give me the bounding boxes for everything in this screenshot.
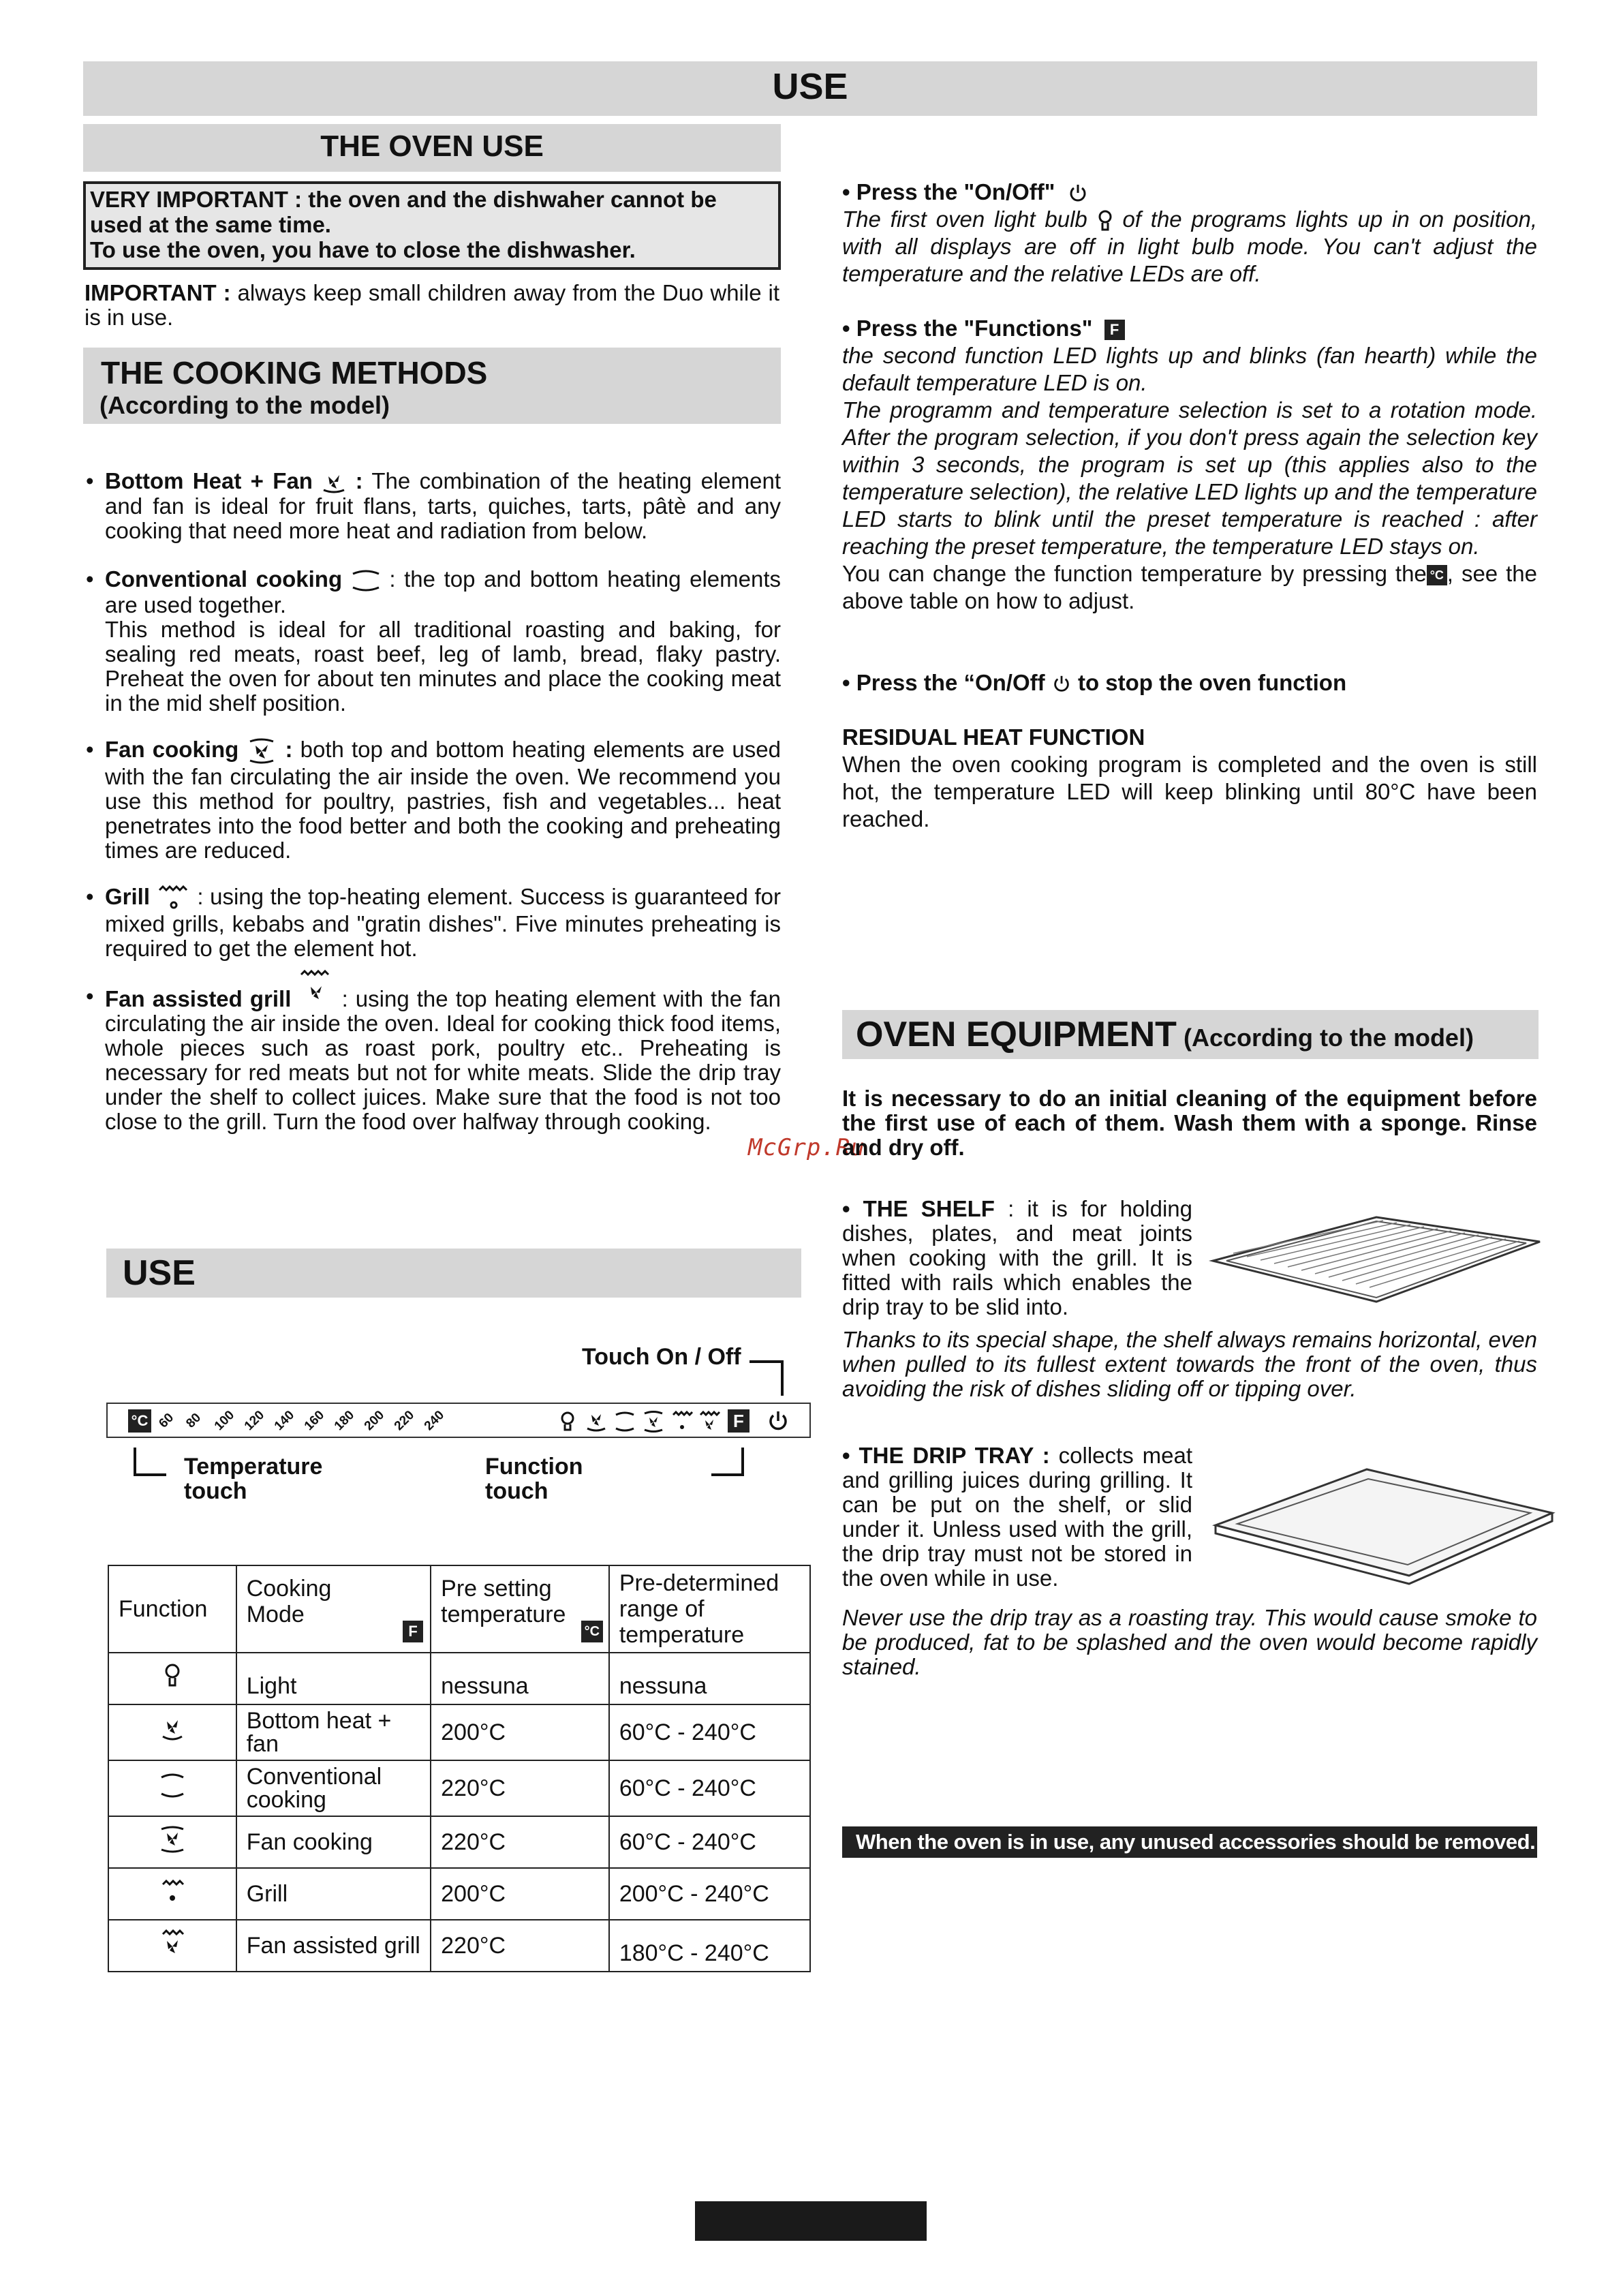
equipment-title: OVEN EQUIPMENT	[856, 1015, 1177, 1054]
temperature-touch-pointer	[134, 1448, 168, 1478]
table-cell: nessuna	[609, 1653, 810, 1704]
shelf-label: • THE SHELF	[842, 1196, 995, 1221]
celsius-key-badge: °C	[1427, 565, 1447, 585]
panel-grill-icon	[672, 1411, 692, 1433]
power-icon	[1067, 183, 1089, 204]
method-text: : using the top heating element with the fan circulating the air inside the oven. Ideal for cooking thick food items, whole pieces such as roast pork, poultry etc.. Preheating is necessary for red meats but not for white meats. Slide the drip tray under the shelf to collect juices. Make sure that the food is not too close to the grill. Turn the food over halfway through cooking.	[105, 986, 782, 1134]
shelf-note: Thanks to its special shape, the shelf always remains horizontal, even when pulled to its fullest extent towards the front of the oven, thus avoiding the risk of dishes sliding off or tipping over.	[842, 1327, 1537, 1401]
stop-text-a: • Press the “On/Off	[842, 670, 1045, 695]
table-cell: Bottom heat + fan	[236, 1704, 431, 1760]
table-row	[108, 1760, 810, 1816]
table-header: Pre-determined range of temperature	[609, 1565, 810, 1653]
fan-grill-icon	[298, 984, 334, 1011]
equipment-intro: It is necessary to do an initial cleaning of the equipment before the first use of each of them. Wash them with a sponge. Rinse and dry off.	[842, 1086, 1537, 1160]
method-grill: • Grill : using the top-heating element. Success is guaranteed for mixed grills, kebabs and "gratin dishes". Five minutes preheating is required to get the element hot.	[86, 884, 782, 962]
page-number-block	[695, 2201, 927, 2241]
touch-on-off-pointer	[749, 1360, 790, 1397]
on-off-section	[842, 179, 1537, 288]
table-icon-cell	[108, 1868, 236, 1920]
cooking-methods-subtitle: (According to the model)	[99, 391, 390, 419]
table-row	[108, 1653, 810, 1704]
power-icon	[1051, 674, 1072, 694]
method-sep: :	[285, 737, 293, 762]
table-cell: Conventional cooking	[236, 1760, 431, 1816]
method-sep: :	[389, 566, 396, 592]
temp-led-label: 140	[271, 1408, 298, 1434]
table-cell: Fan assisted grill	[236, 1920, 431, 1972]
very-important-box	[83, 181, 781, 270]
residual-section	[842, 724, 1537, 833]
touch-on-off-label: Touch On / Off	[582, 1344, 741, 1370]
warning-banner: When the oven is in use, any unused accessories should be removed.	[842, 1826, 1537, 1858]
table-row	[108, 1920, 810, 1972]
fan-cooking-icon	[246, 737, 277, 765]
shelf-description	[842, 1197, 1192, 1319]
on-off-description	[842, 206, 1537, 288]
method-conventional: • Conventional cooking : the top and bottom heating elements are used together. This method is ideal for all traditional roasting and baking, for sealing red meats, roast beef, leg of lamb, bread, flaky pastry. Preheat the oven for about ten minutes and place the cooking meat in the mid shelf position.	[86, 566, 782, 716]
method-name: Conventional cooking	[105, 566, 343, 592]
function-key-badge: F	[1104, 320, 1125, 340]
temperature-touch-key[interactable]: °C	[128, 1409, 151, 1433]
drip-tray-description	[842, 1443, 1192, 1591]
function-touch-pointer	[711, 1448, 745, 1478]
method-extra: This method is ideal for all traditional roasting and baking, for sealing red meats, roast beef, leg of lamb, bread, flaky pastry. Preheat the oven for about ten minutes and place the cooking meat in the mid shelf position.	[105, 617, 781, 716]
on-off-heading	[842, 179, 1537, 206]
method-text: The combination of the heating element and fan is ideal for fruit flans, tarts, quiches, tarts, pâtè and any cooking that need more heat and radiation from below.	[105, 468, 781, 544]
table-cell: 200°C - 240°C	[609, 1868, 810, 1920]
panel-bottom-heat-fan-icon	[586, 1411, 606, 1433]
table-cell: 200°C	[431, 1868, 609, 1920]
temp-led-label: 80	[183, 1410, 204, 1431]
temp-led-label: 100	[211, 1408, 238, 1434]
table-cell: 220°C	[431, 1760, 609, 1816]
temp-led-label: 200	[361, 1408, 388, 1434]
table-cell: 60°C - 240°C	[609, 1760, 810, 1816]
functions-heading	[842, 315, 1537, 342]
method-text: the top and bottom heating elements are used together.	[105, 566, 782, 618]
table-cell: 200°C	[431, 1704, 609, 1760]
panel-conventional-icon	[615, 1411, 635, 1433]
table-header: Function	[108, 1565, 236, 1653]
table-icon-cell	[108, 1704, 236, 1760]
table-header-preset	[431, 1565, 609, 1653]
residual-title: RESIDUAL HEAT FUNCTION	[842, 724, 1145, 750]
table-header: Cooking Mode	[246, 1576, 332, 1627]
grill-icon	[157, 885, 191, 912]
functions-text-3a: You can change the function temperature by pressing the	[842, 561, 1427, 586]
functions-text-2: The programm and temperature selection is set to a rotation mode. After the program selection, if you don't press again the selection key within 3 seconds, the program is set up (this applies also to the temperature selection), the relative LED lights up and the temperature LED starts to blink until the preset temperature is reached : after reaching the preset temperature, the temperature LED stays on.	[842, 397, 1537, 559]
temp-led-label: 120	[241, 1408, 268, 1434]
very-important-text-2: To use the oven, you have to close the dishwasher.	[90, 237, 636, 262]
table-header: Pre setting temperature	[441, 1576, 566, 1627]
table-icon-cell	[108, 1760, 236, 1816]
celsius-key-badge: °C	[581, 1621, 603, 1642]
method-name: Bottom Heat + Fan	[105, 468, 313, 493]
page-title: USE	[772, 66, 848, 107]
function-touch-key[interactable]: F	[728, 1409, 749, 1433]
oven-use-title: THE OVEN USE	[320, 129, 544, 163]
shelf-text: : it is for holding dishes, plates, and meat joints when cooking with the grill. It is fitted with rails which enables the drip tray to be slid into.	[842, 1196, 1193, 1319]
table-icon-cell	[108, 1816, 236, 1868]
temp-led-label: 240	[421, 1408, 448, 1434]
table-row	[108, 1704, 810, 1760]
functions-heading-text: • Press the "Functions"	[842, 316, 1093, 341]
table-header-row	[108, 1565, 810, 1653]
panel-fan-cooking-icon	[643, 1411, 664, 1433]
table-icon-cell	[108, 1653, 236, 1704]
conventional-icon	[351, 568, 381, 593]
table-cell: 220°C	[431, 1816, 609, 1868]
method-name: Fan assisted grill	[105, 986, 292, 1011]
very-important-text: VERY IMPORTANT : the oven and the dishwaher cannot be used at the same time.	[90, 187, 717, 237]
drip-tray-illustration	[1210, 1465, 1558, 1578]
shelf-illustration	[1206, 1213, 1547, 1308]
method-text: : using the top-heating element. Success is guaranteed for mixed grills, kebabs and "gratin dishes". Five minutes preheating is required to get the element hot.	[105, 884, 782, 962]
method-fan-assisted-grill: • Fan assisted grill : using the top heating element with the fan circulating the air inside the oven. Ideal for cooking thick food items, whole pieces such as roast pork, poultry etc.. Preheating is necessary for red meats but not for white meats. Slide the drip tray under the shelf to collect juices. Make sure that the food is not too close to the grill. Turn the food over halfway through cooking.	[105, 984, 781, 1134]
method-fan-cooking: • Fan cooking : both top and bottom heating elements are used with the fan circulating the air inside the oven. We recommend you use this method for poultry, pastries, fish and vegetables... heat penetrates into the food better and both the cooking and preheating times are reduced.	[86, 737, 781, 863]
important-note	[84, 281, 779, 330]
table-cell: Fan cooking	[236, 1816, 431, 1868]
method-name: Grill	[105, 884, 151, 909]
temp-led-label: 160	[301, 1408, 328, 1434]
important-text: always keep small children away from the Duo while it is in use.	[84, 280, 780, 330]
table-cell: 60°C - 240°C	[609, 1704, 810, 1760]
drip-tray-note: Never use the drip tray as a roasting tray. This would cause smoke to be produced, fat to be splashed and the oven would become rapidly stained.	[842, 1605, 1537, 1679]
function-touch-label: Function touch	[485, 1454, 583, 1504]
temperature-scale	[156, 1408, 568, 1435]
on-off-text-2: of the programs lights up in on position, with all displays are off in light bulb mode. You can't adjust the temperature and the relative LEDs are off.	[842, 206, 1538, 286]
temp-led-label: 60	[156, 1410, 177, 1431]
bottom-heat-fan-icon	[160, 1717, 185, 1742]
conventional-icon	[159, 1772, 186, 1799]
method-sep: :	[355, 468, 363, 493]
equipment-title-wrap	[856, 1014, 1474, 1055]
important-label: IMPORTANT :	[84, 280, 231, 305]
cooking-methods-title: THE COOKING METHODS	[101, 355, 488, 391]
temperature-touch-label: Temperature touch	[184, 1454, 323, 1504]
functions-text-3b: , see the above table on how to adjust.	[842, 561, 1537, 613]
stop-section	[842, 669, 1537, 697]
method-text: both top and bottom heating elements are used with the fan circulating the air inside the oven. We recommend you use this method for poultry, pastries, fish and vegetables... heat penetrates into the food better and both the cooking and preheating times are reduced.	[105, 737, 781, 863]
table-cell: 60°C - 240°C	[609, 1816, 810, 1868]
use-section-title: USE	[123, 1253, 196, 1293]
bulb-icon	[164, 1662, 181, 1689]
method-name: Fan cooking	[105, 737, 239, 762]
panel-fan-grill-icon	[699, 1411, 720, 1433]
fan-grill-icon	[159, 1929, 186, 1957]
on-off-text: The first oven light bulb	[842, 206, 1087, 232]
table-cell: Light	[236, 1653, 431, 1704]
table-header-cooking-mode	[236, 1565, 431, 1653]
fan-cooking-icon	[159, 1825, 186, 1854]
bulb-icon	[1097, 209, 1113, 232]
functions-section	[842, 315, 1537, 615]
temp-led-label: 220	[391, 1408, 418, 1434]
table-cell: nessuna	[431, 1653, 609, 1704]
table-row	[108, 1816, 810, 1868]
table-cell: 220°C	[431, 1920, 609, 1972]
temp-led-label: 180	[331, 1408, 358, 1434]
bottom-heat-fan-icon	[322, 471, 346, 494]
drip-tray-label: • THE DRIP TRAY :	[842, 1443, 1050, 1468]
equipment-subtitle: (According to the model)	[1176, 1024, 1474, 1052]
residual-text: When the oven cooking program is completed and the oven is still hot, the temperature LED will keep blinking until 80°C have been reached.	[842, 752, 1537, 831]
table-row	[108, 1868, 810, 1920]
method-bottom-heat-fan: • Bottom Heat + Fan : The combination of the heating element and fan is ideal for fruit flans, tarts, quiches, tarts, pâtè and any cooking that need more heat and radiation from below.	[86, 468, 781, 544]
watermark: McGrp.Ru	[748, 1134, 865, 1161]
table-cell: Grill	[236, 1868, 431, 1920]
functions-text-1: the second function LED lights up and blinks (fan hearth) while the default temperature LED is on.	[842, 343, 1537, 395]
function-table	[108, 1565, 811, 1972]
stop-text-b: to stop the oven function	[1071, 670, 1347, 695]
control-panel	[106, 1403, 811, 1438]
on-off-heading-text: • Press the "On/Off"	[842, 179, 1055, 204]
grill-icon	[159, 1878, 186, 1905]
table-cell: 180°C - 240°C	[609, 1920, 810, 1972]
panel-bulb-icon	[559, 1411, 576, 1433]
table-icon-cell	[108, 1920, 236, 1972]
use-section-header	[106, 1249, 801, 1298]
drip-tray-text: collects meat and grilling juices during grilling. It can be put on the shelf, or slid under it. Unless used with the grill, the drip tray must not be stored in the oven while in use.	[842, 1443, 1192, 1591]
functions-text-3	[842, 560, 1537, 615]
power-icon[interactable]	[766, 1409, 790, 1434]
function-key-badge: F	[403, 1621, 423, 1642]
